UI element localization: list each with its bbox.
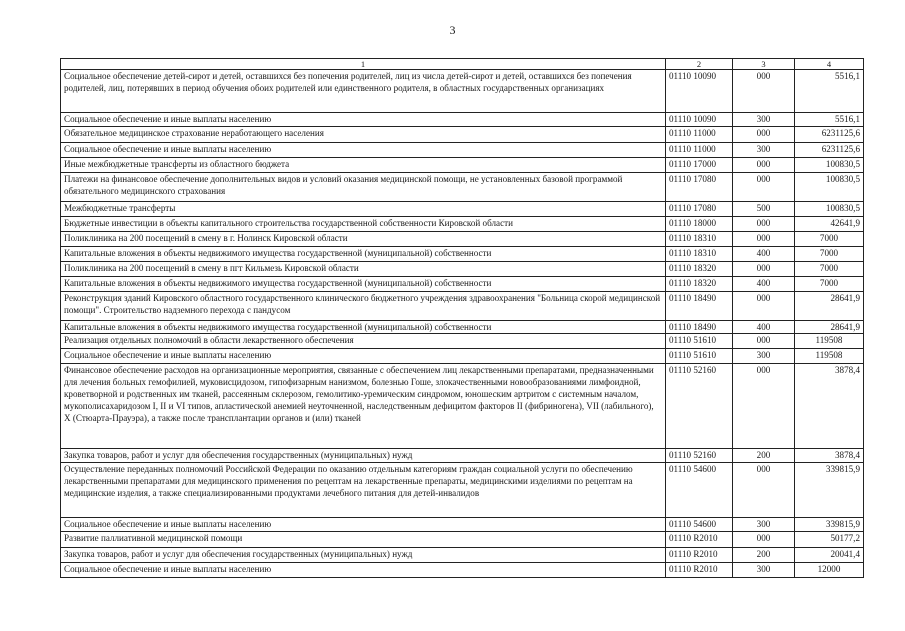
- row-amount: 5516,1: [795, 113, 864, 127]
- column-header-code: 2: [666, 59, 733, 70]
- table-header-row: [61, 59, 864, 70]
- row-type: 000: [733, 70, 795, 113]
- row-type: 200: [733, 548, 795, 563]
- row-amount: 119508: [795, 349, 864, 364]
- table-row: [61, 463, 864, 518]
- row-amount: 339815,9: [795, 518, 864, 532]
- row-amount: 100830,5: [795, 173, 864, 202]
- row-type: 300: [733, 143, 795, 158]
- row-type: 000: [733, 217, 795, 232]
- table-row: [61, 548, 864, 563]
- row-type: 000: [733, 127, 795, 143]
- row-name: Закупка товаров, работ и услуг для обеспечения государственных (муниципальных) нужд: [61, 449, 666, 463]
- row-name: Финансовое обеспечение расходов на организационные мероприятия, связанные с обеспечением лиц лекарственными препаратами, предназначенными для лечения больных гемофилией, муковисцидозом, гипофизарным нанизмом, болезнью Гоше, злокачественными новообразованиями лимфоидной, кроветворной и родственных им тканей, рассеянным склерозом, гемолитико-уремическим синдромом, юношеским артритом с системным началом, мукополисахаридозом I, II и VI типов, апластической анемией неуточненной, наследственным дефицитом факторов II (фибриногена), VII (лабильного), X (Стюарта-Прауэра), а также после трансплантации органов и (или) тканей: [61, 364, 666, 449]
- row-amount: 3878,4: [795, 449, 864, 463]
- row-type: 400: [733, 321, 795, 334]
- column-header-name: 1: [61, 59, 666, 70]
- row-amount: 42641,9: [795, 217, 864, 232]
- row-code: 01110 51610: [666, 349, 733, 364]
- row-code: 01110 18310: [666, 247, 733, 262]
- row-name: Развитие паллиативной медицинской помощи: [61, 532, 666, 548]
- row-name: Социальное обеспечение и иные выплаты населению: [61, 563, 666, 578]
- row-name: Социальное обеспечение и иные выплаты населению: [61, 113, 666, 127]
- row-name: Социальное обеспечение и иные выплаты населению: [61, 349, 666, 364]
- row-name: Обязательное медицинское страхование неработающего населения: [61, 127, 666, 143]
- row-name: Капитальные вложения в объекты недвижимого имущества государственной (муниципальной) собственности: [61, 277, 666, 292]
- column-header-type: 3: [733, 59, 795, 70]
- table-row: [61, 449, 864, 463]
- row-code: 01110 18320: [666, 277, 733, 292]
- row-amount: 119508: [795, 334, 864, 349]
- table-row: [61, 127, 864, 143]
- row-code: 01110 10090: [666, 113, 733, 127]
- row-type: 000: [733, 463, 795, 518]
- row-code: 01110 18000: [666, 217, 733, 232]
- table-row: [61, 158, 864, 173]
- row-type: 200: [733, 449, 795, 463]
- row-type: 400: [733, 277, 795, 292]
- table-row: [61, 532, 864, 548]
- table-row: [61, 70, 864, 113]
- row-code: 01110 11000: [666, 127, 733, 143]
- row-name: Реализация отдельных полномочий в области лекарственного обеспечения: [61, 334, 666, 349]
- row-type: 400: [733, 247, 795, 262]
- row-amount: 50177,2: [795, 532, 864, 548]
- row-code: 01110 17080: [666, 202, 733, 217]
- row-type: 000: [733, 262, 795, 277]
- row-code: 01110 18310: [666, 232, 733, 247]
- row-name: Бюджетные инвестиции в объекты капитального строительства государственной собственности Кировской области: [61, 217, 666, 232]
- row-amount: 6231125,6: [795, 143, 864, 158]
- row-name: Иные межбюджетные трансферты из областного бюджета: [61, 158, 666, 173]
- row-amount: 3878,4: [795, 364, 864, 449]
- row-amount: 100830,5: [795, 202, 864, 217]
- table-row: [61, 364, 864, 449]
- table-row: [61, 217, 864, 232]
- row-amount: 7000: [795, 262, 864, 277]
- row-type: 300: [733, 349, 795, 364]
- table-row: [61, 518, 864, 532]
- row-code: 01110 18490: [666, 292, 733, 321]
- row-name: Социальное обеспечение и иные выплаты населению: [61, 143, 666, 158]
- row-name: Социальное обеспечение детей-сирот и детей, оставшихся без попечения родителей, лиц из числа детей-сирот и детей, оставшихся без попечения родителей, лиц, потерявших в период обучения обоих родителей или единственного родителя, в областных государственных организациях: [61, 70, 666, 113]
- row-amount: 7000: [795, 232, 864, 247]
- table-row: [61, 262, 864, 277]
- row-code: 01110 R2010: [666, 563, 733, 578]
- row-amount: 12000: [795, 563, 864, 578]
- row-code: 01110 18320: [666, 262, 733, 277]
- table-row: [61, 232, 864, 247]
- row-amount: 7000: [795, 247, 864, 262]
- row-type: 000: [733, 232, 795, 247]
- row-code: 01110 52160: [666, 449, 733, 463]
- row-type: 000: [733, 173, 795, 202]
- row-amount: 6231125,6: [795, 127, 864, 143]
- row-type: 000: [733, 532, 795, 548]
- table-row: [61, 247, 864, 262]
- row-type: 000: [733, 364, 795, 449]
- row-name: Капитальные вложения в объекты недвижимого имущества государственной (муниципальной) собственности: [61, 321, 666, 334]
- table-row: [61, 143, 864, 158]
- row-name: Платежи на финансовое обеспечение дополнительных видов и условий оказания медицинской помощи, не установленных базовой программой обязательного медицинского страхования: [61, 173, 666, 202]
- row-code: 01110 54600: [666, 463, 733, 518]
- table-row: [61, 202, 864, 217]
- row-amount: 20041,4: [795, 548, 864, 563]
- row-amount: 100830,5: [795, 158, 864, 173]
- table-row: [61, 334, 864, 349]
- row-type: 500: [733, 202, 795, 217]
- page-number: 3: [449, 23, 456, 37]
- row-name: Осуществление переданных полномочий Российской Федерации по оказанию отдельным категориям граждан социальной услуги по обеспечению лекарственными препаратами для медицинского применения по рецептам на лекарственные препараты, медицинскими изделиями по рецептам на медицинские изделия, а также специализированными продуктами лечебного питания для детей-инвалидов: [61, 463, 666, 518]
- row-name: Реконструкция зданий Кировского областного государственного клинического бюджетного учреждения здравоохранения "Больница скорой медицинской помощи". Строительство надземного перехода с пандусом: [61, 292, 666, 321]
- row-type: 300: [733, 518, 795, 532]
- table-row: [61, 563, 864, 578]
- row-type: 000: [733, 158, 795, 173]
- row-code: 01110 11000: [666, 143, 733, 158]
- column-header-amount: 4: [795, 59, 864, 70]
- budget-table: [60, 58, 864, 578]
- row-code: 01110 10090: [666, 70, 733, 113]
- row-name: Поликлиника на 200 посещений в смену в г. Нолинск Кировской области: [61, 232, 666, 247]
- row-code: 01110 52160: [666, 364, 733, 449]
- row-code: 01110 51610: [666, 334, 733, 349]
- table-row: [61, 349, 864, 364]
- row-amount: 7000: [795, 277, 864, 292]
- row-name: Межбюджетные трансферты: [61, 202, 666, 217]
- row-name: Закупка товаров, работ и услуг для обеспечения государственных (муниципальных) нужд: [61, 548, 666, 563]
- row-type: 300: [733, 113, 795, 127]
- table-row: [61, 292, 864, 321]
- row-type: 300: [733, 563, 795, 578]
- table-row: [61, 277, 864, 292]
- table-row: [61, 321, 864, 334]
- row-code: 01110 17080: [666, 173, 733, 202]
- table-row: [61, 173, 864, 202]
- row-amount: 5516,1: [795, 70, 864, 113]
- row-code: 01110 18490: [666, 321, 733, 334]
- row-code: 01110 54600: [666, 518, 733, 532]
- row-code: 01110 17000: [666, 158, 733, 173]
- row-name: Капитальные вложения в объекты недвижимого имущества государственной (муниципальной) собственности: [61, 247, 666, 262]
- row-amount: 28641,9: [795, 321, 864, 334]
- row-type: 000: [733, 292, 795, 321]
- row-code: 01110 R2010: [666, 532, 733, 548]
- row-code: 01110 R2010: [666, 548, 733, 563]
- row-type: 000: [733, 334, 795, 349]
- row-amount: 28641,9: [795, 292, 864, 321]
- row-amount: 339815,9: [795, 463, 864, 518]
- row-name: Социальное обеспечение и иные выплаты населению: [61, 518, 666, 532]
- table-row: [61, 113, 864, 127]
- row-name: Поликлиника на 200 посещений в смену в пгт Кильмезь Кировской области: [61, 262, 666, 277]
